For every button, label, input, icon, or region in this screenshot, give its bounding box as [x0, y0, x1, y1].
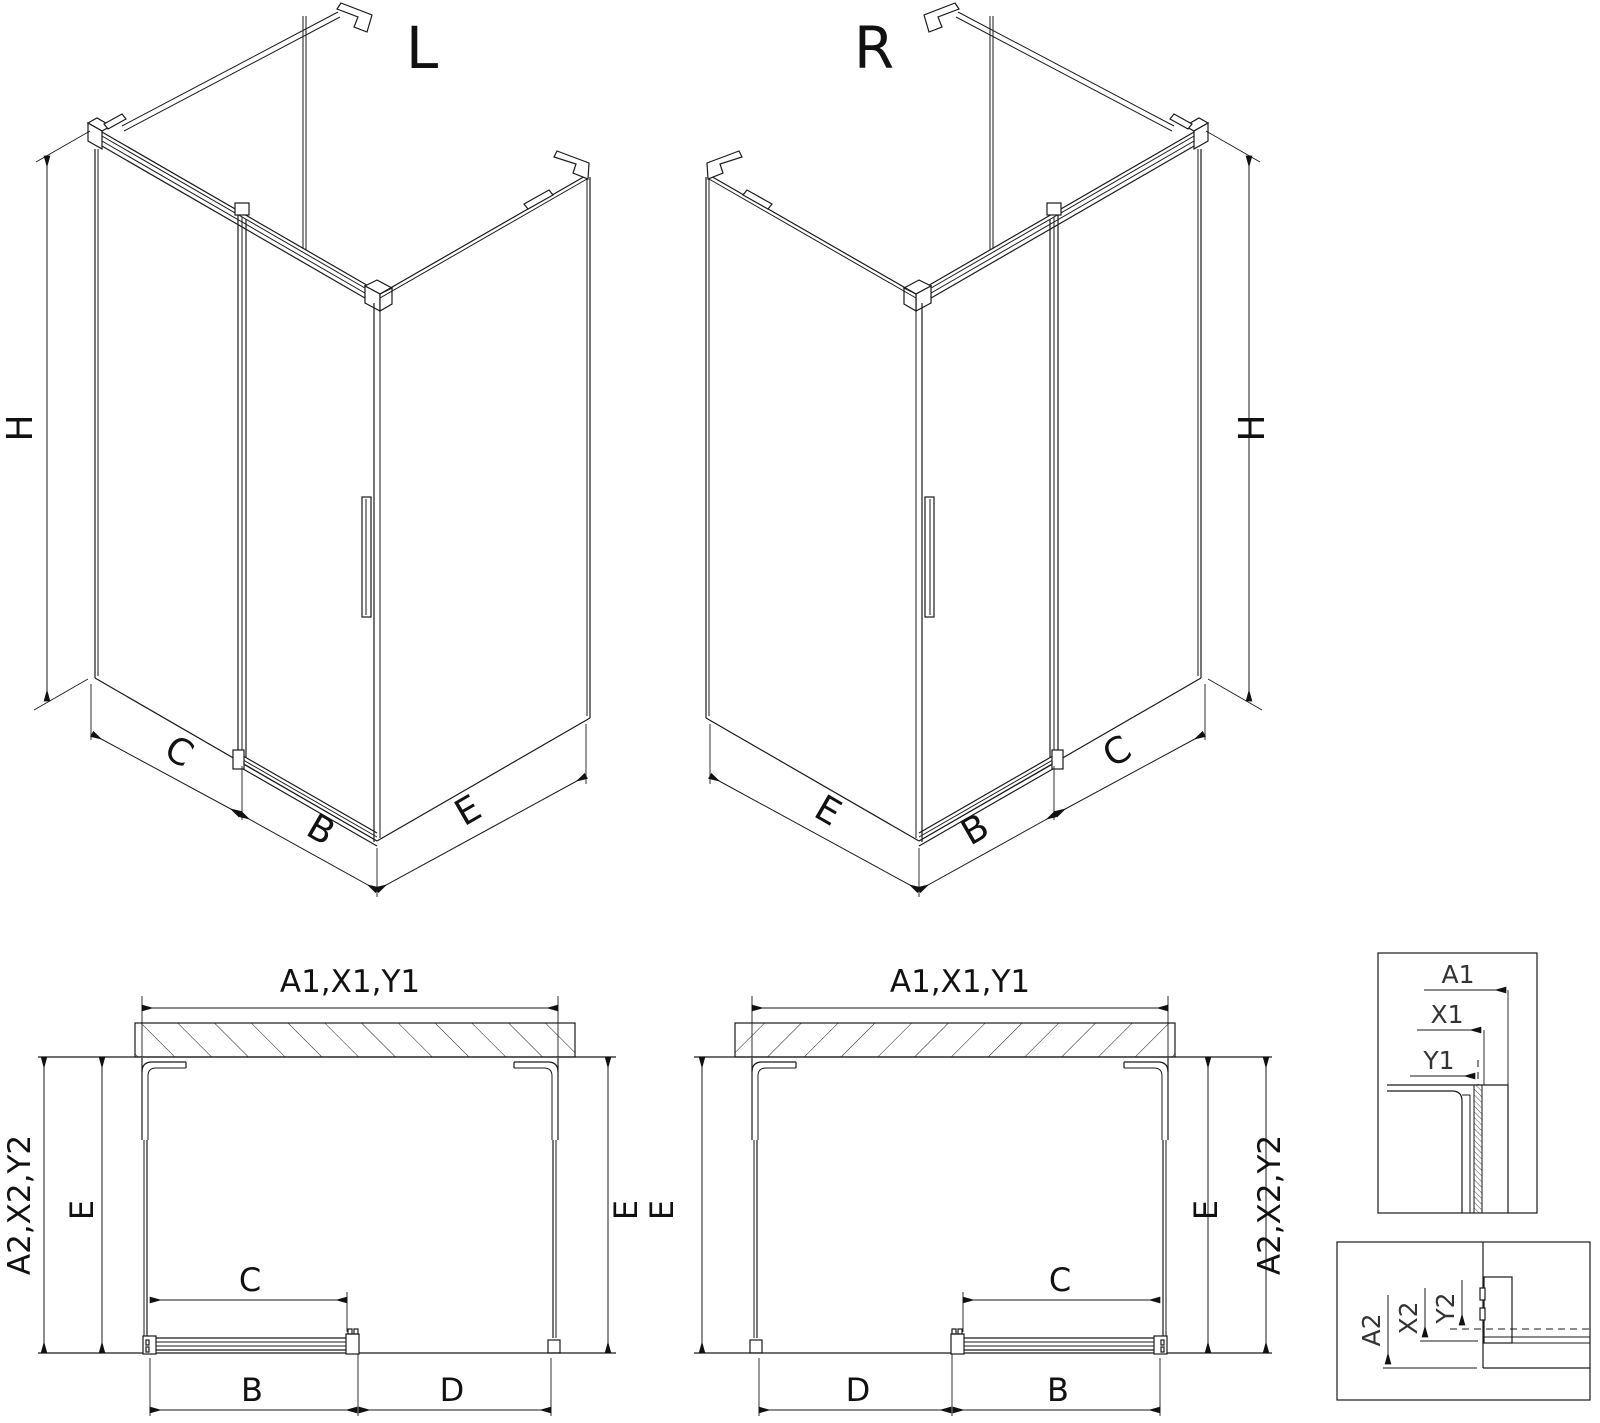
iso-right-title: R: [853, 14, 895, 82]
plan-left-dim-total-depth: A2,X2,Y2: [2, 1134, 38, 1276]
plan-left-dim-fixed-return: D: [439, 1371, 465, 1409]
detail-wall-dim-mid: X1: [1430, 1000, 1464, 1029]
plan-left-dim-opening: C: [238, 1261, 262, 1299]
plan-left-dim-door-panel: B: [241, 1371, 263, 1409]
detail-floor-dim-mid: X2: [1394, 1301, 1423, 1335]
detail-floor-dim-outer: A2: [1357, 1313, 1386, 1347]
iso-left-dim-door: B: [299, 806, 342, 854]
detail-wall-profile: [1378, 953, 1537, 1213]
plan-right-dim-depth-left: E: [643, 1199, 681, 1221]
iso-right-dim-height: H: [1232, 414, 1273, 442]
plan-right-dim-opening: C: [1048, 1261, 1072, 1299]
plan-right-dim-fixed-return: D: [845, 1371, 871, 1409]
plan-right-dim-depth-right: E: [1187, 1199, 1225, 1221]
detail-wall-dim-inner: Y1: [1423, 1046, 1455, 1075]
iso-view-right: [706, 3, 1273, 897]
plan-left-geometry: [38, 996, 616, 1416]
plan-right-dim-total-width: A1,X1,Y1: [889, 964, 1031, 1000]
iso-view-left: [0, 3, 590, 897]
plan-view-right: [643, 964, 1288, 1416]
detail-floor-dim-inner: Y2: [1431, 1292, 1460, 1324]
plan-left-dim-depth-left: E: [63, 1199, 101, 1221]
iso-right-geometry: [706, 3, 1262, 897]
iso-left-dim-side: E: [448, 787, 489, 835]
iso-right-dim-fixed: C: [1096, 728, 1139, 777]
detail-wall-dim-outer: A1: [1441, 960, 1475, 989]
plan-left-dim-depth-right: E: [607, 1199, 645, 1221]
iso-right-dim-side: E: [807, 787, 848, 835]
plan-view-left: [2, 964, 645, 1416]
plan-right-dim-door-panel: B: [1047, 1371, 1069, 1409]
plan-right-dim-total-depth: A2,X2,Y2: [1252, 1134, 1288, 1276]
iso-left-title: L: [405, 14, 439, 82]
plan-left-dim-total-width: A1,X1,Y1: [279, 964, 421, 1000]
iso-left-geometry: [34, 3, 590, 897]
detail-floor-profile: [1337, 1242, 1590, 1400]
iso-right-dim-door: B: [954, 806, 997, 854]
iso-left-dim-height: H: [0, 414, 41, 442]
plan-right-geometry: [694, 996, 1272, 1416]
iso-left-dim-fixed: C: [157, 728, 200, 777]
